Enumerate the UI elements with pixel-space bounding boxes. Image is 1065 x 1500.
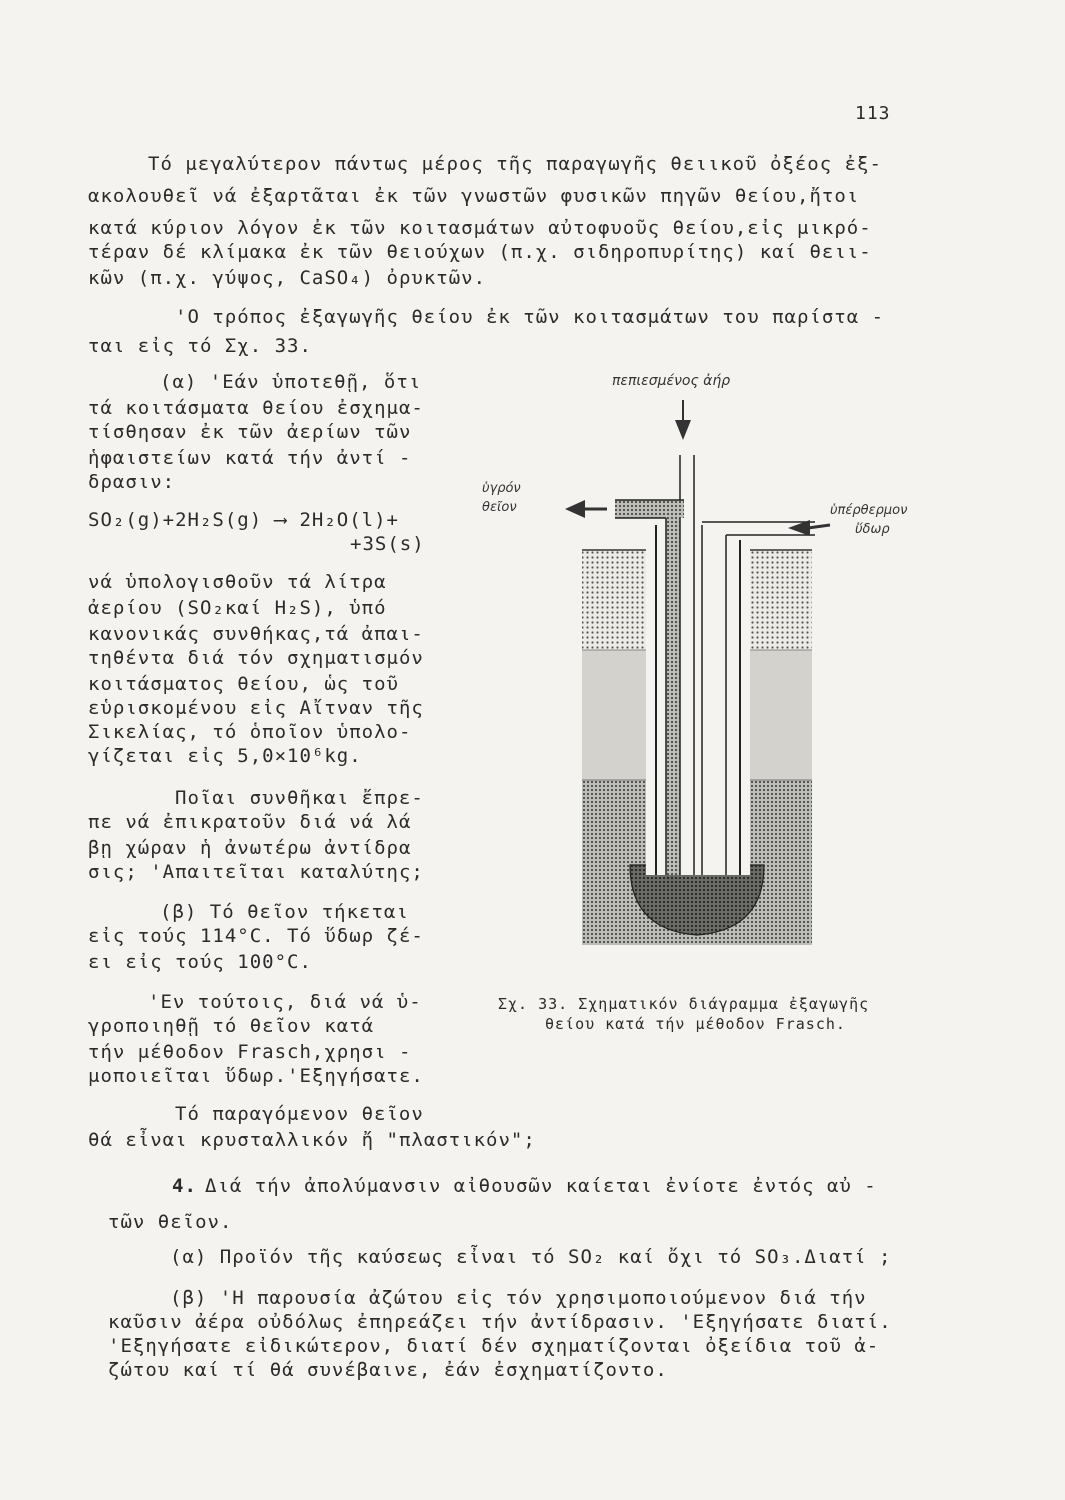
intro-line: Τό μεγαλύτερον πάντως μέρος τῆς παραγωγῆς θειικοῦ ὀξέος ἐξ- [148, 153, 882, 175]
exercise-b-line: ει εἰς τούς 100°C. [88, 951, 312, 973]
exercise-b-line: 'Εν τούτοις, διά νά ὑ- [148, 991, 422, 1013]
exercise-a-line: (α) 'Εάν ὑποτεθῇ, ὅτι [160, 371, 422, 393]
exercise-b-line: θά εἶναι κρυσταλλικόν ἤ "πλαστικόν"; [88, 1129, 536, 1151]
intro-line: τέραν δέ κλίμακα ἐκ τῶν θειούχων (π.χ. σιδηροπυρίτης) καί θειι- [88, 241, 872, 263]
frasch-diagram [470, 360, 940, 960]
exercise-a-line: κανονικάς συνθήκας,τά ἀπαι- [88, 623, 424, 645]
exercise-a-line: βῃ χώραν ἡ ἀνωτέρω ἀντίδρα [88, 837, 412, 859]
exercise-a-line: τηθέντα διά τόν σχηματισμόν [88, 647, 424, 669]
intro-line: 'Ο τρόπος ἐξαγωγῆς θείου ἐκ τῶν κοιτασμάτων του παρίστα - [175, 306, 885, 328]
exercise-a-line: εὑρισκομένου εἰς Αἴτναν τῆς [88, 697, 424, 719]
intro-line: ακολουθεῖ νά ἐξαρτᾶται ἐκ τῶν γνωστῶν φυσικῶν πηγῶν θείου,ἤτοι [88, 185, 860, 207]
air-inlet-arrow [675, 400, 691, 440]
section4-question-b: ζώτου καί τί θά συνέβαινε, ἐάν ἐσχηματίζοντο. [108, 1359, 668, 1381]
exercise-a-line: πε νά ἐπικρατοῦν διά νά λά [88, 811, 412, 833]
exercise-b-line: Τό παραγόμενον θεῖον [175, 1103, 424, 1125]
exercise-a-line: Ποῖαι συνθῆκαι ἔπρε- [175, 787, 424, 809]
label-liquid-sulfur: ὑγρόν [482, 481, 521, 496]
page-number: 113 [855, 103, 891, 124]
sulfur-outlet-arrow [565, 500, 607, 518]
section4-question-a: (α) Προϊόν τῆς καύσεως εἶναι τό SO₂ καί ὄχι τό SO₃.Διατί ; [170, 1246, 892, 1268]
reaction-equation: +3S(s) [350, 533, 425, 555]
intro-line: κατά κύριον λόγον ἐκ τῶν κοιτασμάτων αὐτοφυοῦς θείου,εἰς μικρό- [88, 217, 872, 239]
exercise-a-line: νά ὑπολογισθοῦν τά λίτρα [88, 571, 387, 593]
intro-line: κῶν (π.χ. γύψος, CaSO₄) ὀρυκτῶν. [88, 267, 487, 289]
exercise-a-line: γίζεται εἰς 5,0×10⁶kg. [88, 745, 362, 767]
figure-caption: θείου κατά τήν μέθοδον Frasch. [545, 1015, 846, 1033]
exercise-a-line: Σικελίας, τό ὁποῖον ὑπολο- [88, 721, 412, 743]
exercise-a-line: δρασιν: [88, 471, 176, 493]
section-number: 4. [172, 1175, 197, 1197]
exercise-b-line: τήν μέθοδον Frasch,χρησι - [88, 1041, 412, 1063]
section4-question-b: 'Εξηγήσατε εἰδικώτερον, διατί δέν σχηματίζονται ὀξείδια τοῦ ἀ- [108, 1335, 880, 1357]
exercise-a-line: κοιτάσματος θείου, ὡς τοῦ [88, 673, 399, 695]
exercise-a-line: ἡφαιστείων κατά τήν ἀντί - [88, 447, 412, 469]
figure-caption: Σχ. 33. Σχηματικόν διάγραμμα ἐξαγωγῆς [498, 995, 870, 1013]
intro-line: ται εἰς τό Σχ. 33. [88, 335, 312, 357]
label-liquid-sulfur: θεῖον [482, 500, 517, 515]
exercise-b-line: μοποιεῖται ὕδωρ.'Εξηγήσατε. [88, 1065, 424, 1087]
exercise-b-line: γροποιηθῇ τό θεῖον κατά [88, 1015, 375, 1037]
reaction-equation: SO₂(g)+2H₂S(g) ⟶ 2H₂O(l)+ [88, 509, 399, 531]
exercise-a-line: σις; 'Απαιτεῖται καταλύτης; [88, 861, 424, 883]
section4-line: Διά τήν ἀπολύμανσιν αἰθουσῶν καίεται ἐνίοτε ἐντός αὐ - [205, 1175, 877, 1197]
exercise-a-line: τίσθησαν ἐκ τῶν ἀερίων τῶν [88, 421, 412, 443]
label-superheated-water: ὕδωρ [855, 522, 890, 537]
label-superheated-water: ὑπέρθερμον [830, 503, 908, 518]
section4-question-b: (β) 'Η παρουσία ἀζώτου εἰς τόν χρησιμοποιούμενον διά τήν [170, 1287, 867, 1309]
exercise-b-line: εἰς τούς 114°C. Τό ὕδωρ ζέ- [88, 925, 424, 947]
label-compressed-air: πεπιεσμένος ἀήρ [612, 373, 731, 389]
exercise-b-line: (β) Τό θεῖον τήκεται [160, 901, 409, 923]
exercise-a-line: ἀερίου (SO₂καί H₂S), ὑπό [88, 597, 387, 619]
section4-line: τῶν θεῖον. [108, 1211, 233, 1233]
exercise-a-line: τά κοιτάσματα θείου ἐσχημα- [88, 397, 424, 419]
section4-question-b: καῦσιν ἀέρα οὐδόλως ἐπηρεάζει τήν ἀντίδρασιν. 'Εξηγήσατε διατί. [108, 1311, 892, 1333]
